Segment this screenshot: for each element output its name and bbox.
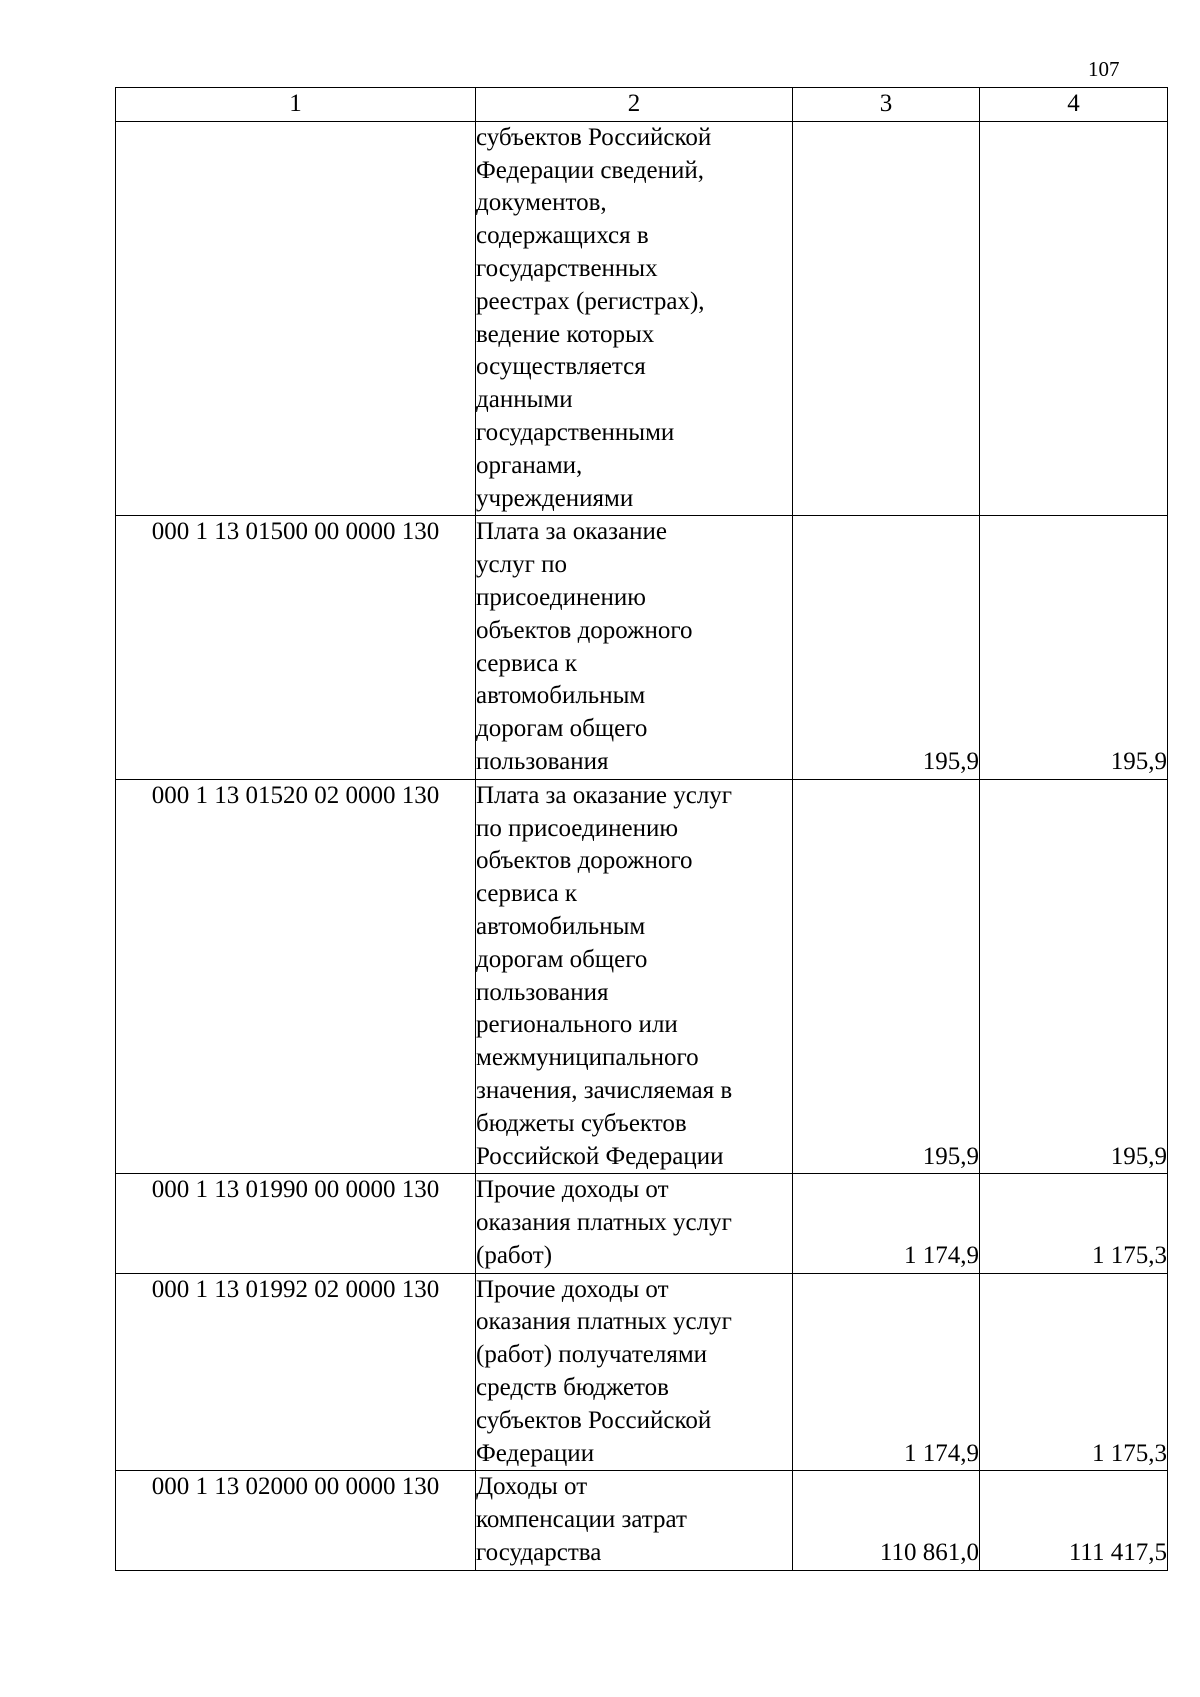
description-line: услуг по xyxy=(476,551,567,579)
income-description xyxy=(476,779,793,1174)
description-line: документов, xyxy=(476,189,607,217)
classification-code: 000 1 13 01992 02 0000 130 xyxy=(116,1273,476,1471)
classification-code xyxy=(116,121,476,516)
description-line: Прочие доходы от xyxy=(476,1275,669,1303)
income-description xyxy=(476,516,793,779)
amount-column-3 xyxy=(793,121,980,516)
classification-code: 000 1 13 01520 02 0000 130 xyxy=(116,779,476,1174)
description-line: присоединению xyxy=(476,583,646,611)
description-line: Плата за оказание xyxy=(476,518,667,546)
amount-column-4: 1 175,3 xyxy=(980,1273,1168,1471)
income-description xyxy=(476,121,793,516)
description-line: субъектов Российской xyxy=(476,123,712,151)
description-line: осуществляется xyxy=(476,353,646,381)
description-line: сервиса к xyxy=(476,649,578,677)
description-line: автомобильным xyxy=(476,912,646,940)
income-description xyxy=(476,1273,793,1471)
description-line: значения, зачисляемая в xyxy=(476,1076,733,1104)
description-line: ведение которых xyxy=(476,320,655,348)
table-row xyxy=(116,516,1168,779)
column-header-2: 2 xyxy=(476,88,793,122)
classification-code: 000 1 13 02000 00 0000 130 xyxy=(116,1471,476,1570)
description-line: регионального или xyxy=(476,1011,678,1039)
column-header-3: 3 xyxy=(793,88,980,122)
budget-table xyxy=(115,87,1168,1571)
description-line: государства xyxy=(476,1539,602,1567)
description-line: по присоединению xyxy=(476,814,679,842)
description-line: объектов дорожного xyxy=(476,616,693,644)
description-line: автомобильным xyxy=(476,682,646,710)
column-header-4: 4 xyxy=(980,88,1168,122)
description-line: дорогам общего xyxy=(476,715,648,743)
description-line: пользования xyxy=(476,978,609,1006)
header-row xyxy=(116,88,1168,122)
description-line: Федерации xyxy=(476,1439,595,1467)
description-line: данными xyxy=(476,386,573,414)
description-line: субъектов Российской xyxy=(476,1406,712,1434)
amount-column-3: 195,9 xyxy=(793,779,980,1174)
description-line: пользования xyxy=(476,747,609,775)
description-line: (работ) xyxy=(476,1241,553,1269)
description-line: сервиса к xyxy=(476,880,578,908)
description-line: оказания платных услуг xyxy=(476,1209,732,1237)
description-line: содержащихся в xyxy=(476,222,649,250)
description-line: государственными xyxy=(476,418,675,446)
description-line: Доходы от xyxy=(476,1473,588,1501)
amount-column-4 xyxy=(980,121,1168,516)
page-number: 107 xyxy=(1088,57,1120,81)
description-line: Плата за оказание услуг xyxy=(476,781,733,809)
description-line: государственных xyxy=(476,254,658,282)
amount-column-4: 111 417,5 xyxy=(980,1471,1168,1570)
budget-table-body xyxy=(116,88,1168,1571)
table-row xyxy=(116,1273,1168,1471)
classification-code: 000 1 13 01990 00 0000 130 xyxy=(116,1174,476,1273)
description-line: дорогам общего xyxy=(476,945,648,973)
amount-column-4: 195,9 xyxy=(980,516,1168,779)
income-description xyxy=(476,1471,793,1570)
description-line: объектов дорожного xyxy=(476,847,693,875)
description-line: бюджеты субъектов xyxy=(476,1109,687,1137)
income-description xyxy=(476,1174,793,1273)
amount-column-4: 1 175,3 xyxy=(980,1174,1168,1273)
description-line: оказания платных услуг xyxy=(476,1308,732,1336)
classification-code: 000 1 13 01500 00 0000 130 xyxy=(116,516,476,779)
description-line: Российской Федерации xyxy=(476,1142,724,1170)
description-line: компенсации затрат xyxy=(476,1506,687,1534)
table-row xyxy=(116,1471,1168,1570)
table-row xyxy=(116,121,1168,516)
description-line: (работ) получателями xyxy=(476,1341,708,1369)
amount-column-3: 110 861,0 xyxy=(793,1471,980,1570)
description-line: органами, xyxy=(476,451,583,479)
table-row xyxy=(116,1174,1168,1273)
table-row xyxy=(116,779,1168,1174)
amount-column-3: 195,9 xyxy=(793,516,980,779)
amount-column-4: 195,9 xyxy=(980,779,1168,1174)
description-line: учреждениями xyxy=(476,484,634,512)
description-line: межмуниципального xyxy=(476,1044,699,1072)
description-line: Прочие доходы от xyxy=(476,1176,669,1204)
column-header-1: 1 xyxy=(116,88,476,122)
description-line: реестрах (регистрах), xyxy=(476,287,705,315)
description-line: Федерации сведений, xyxy=(476,156,705,184)
amount-column-3: 1 174,9 xyxy=(793,1174,980,1273)
amount-column-3: 1 174,9 xyxy=(793,1273,980,1471)
description-line: средств бюджетов xyxy=(476,1374,669,1402)
